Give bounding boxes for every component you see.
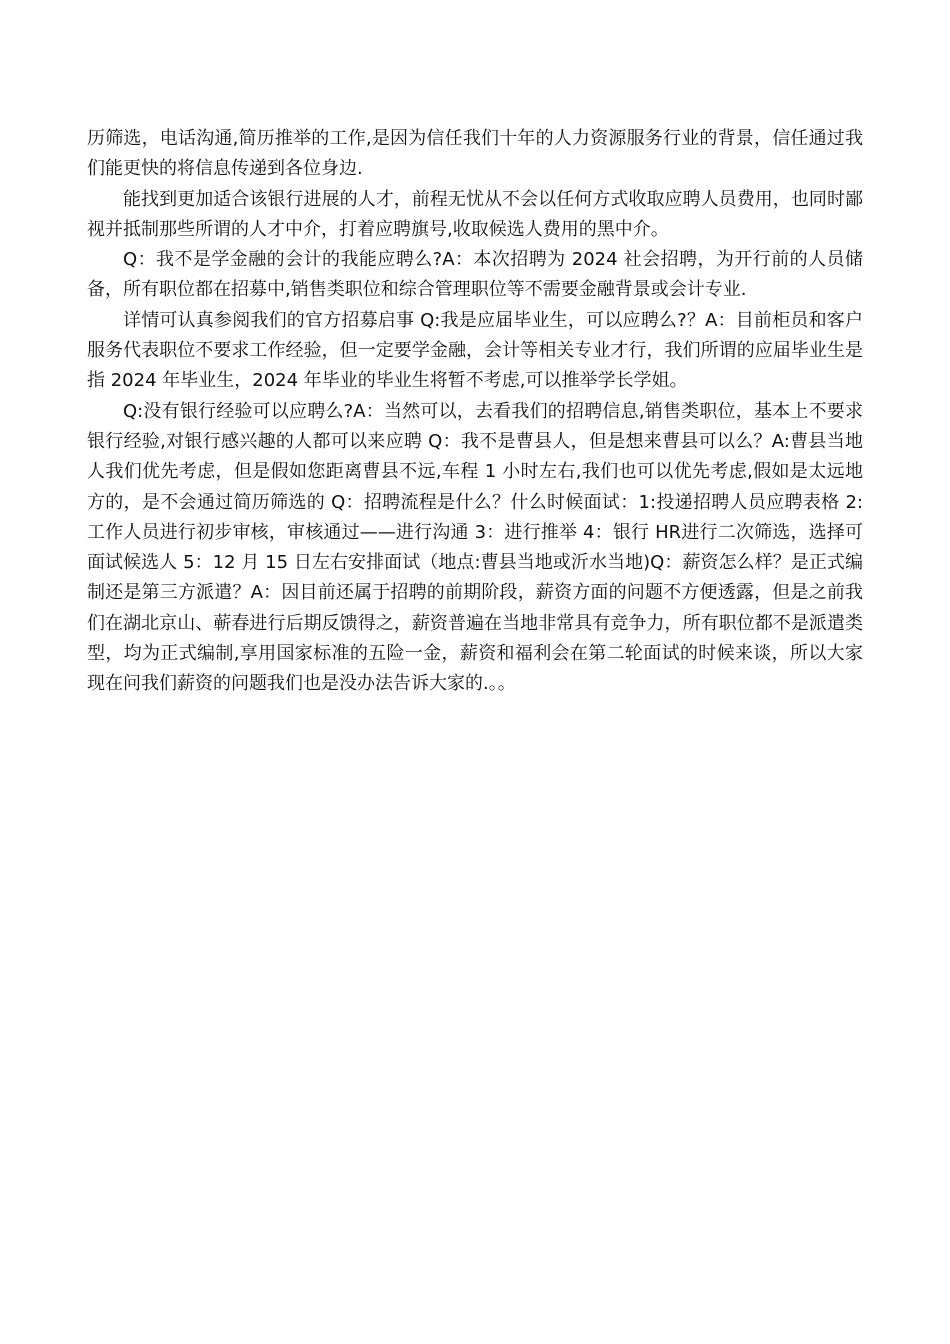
document-body <box>87 124 863 700</box>
paragraph-2: 能找到更加适合该银行进展的人才，前程无忧从不会以任何方式收取应聘人员费用，也同时鄙视并抵制那些所谓的人才中介，打着应聘旗号,收取候选人费用的黑中介。 <box>87 188 863 240</box>
paragraph-4: 详情可认真参阅我们的官方招募启事 Q:我是应届毕业生，可以应聘么?？A：目前柜员和客户服务代表职位不要求工作经验，但一定要学金融，会计等相关专业才行，我们所谓的应届毕业生是指 2024 年毕业生，2024 年毕业的毕业生将暂不考虑,可以推举学长学姐。 <box>87 309 863 392</box>
paragraph-1: 历筛选，电话沟通,简历推举的工作,是因为信任我们十年的人力资源服务行业的背景，信任通过我们能更快的将信息传递到各位身边. <box>87 128 863 180</box>
paragraph-3: Q：我不是学金融的会计的我能应聘么?A：本次招聘为 2024 社会招聘，为开行前的人员储备，所有职位都在招募中,销售类职位和综合管理职位等不需要金融背景或会计专业. <box>87 249 863 301</box>
paragraph-5: Q:没有银行经验可以应聘么?A：当然可以，去看我们的招聘信息,销售类职位，基本上不要求银行经验,对银行感兴趣的人都可以来应聘 Q：我不是曹县人，但是想来曹县可以么？A:曹县当地人我们优先考虑，但是假如您距离曹县不远,车程 1 小时左右,我们也可以优先考虑,假如是太远地方的，是不会通过简历筛选的 Q：招聘流程是什么？什么时候面试：1:投递招聘人员应聘表格 2:工作人员进行初步审核，审核通过——进行沟通 3：进行推举 4：银行 HR进行二次筛选，选择可面试候选人 5：12 月 15 日左右安排面试（地点:曹县当地或沂水当地)Q：薪资怎么样？是正式编制还是第三方派遣？A：因目前还属于招聘的前期阶段，薪资方面的问题不方便透露，但是之前我们在湖北京山、蕲春进行后期反馈得之，薪资普遍在当地非常具有竞争力，所有职位都不是派遣类型，均为正式编制,享用国家标准的五险一金，薪资和福利会在第二轮面试的时候来谈，所以大家现在问我们薪资的问题我们也是没办法告诉大家的.。。 <box>87 400 863 695</box>
